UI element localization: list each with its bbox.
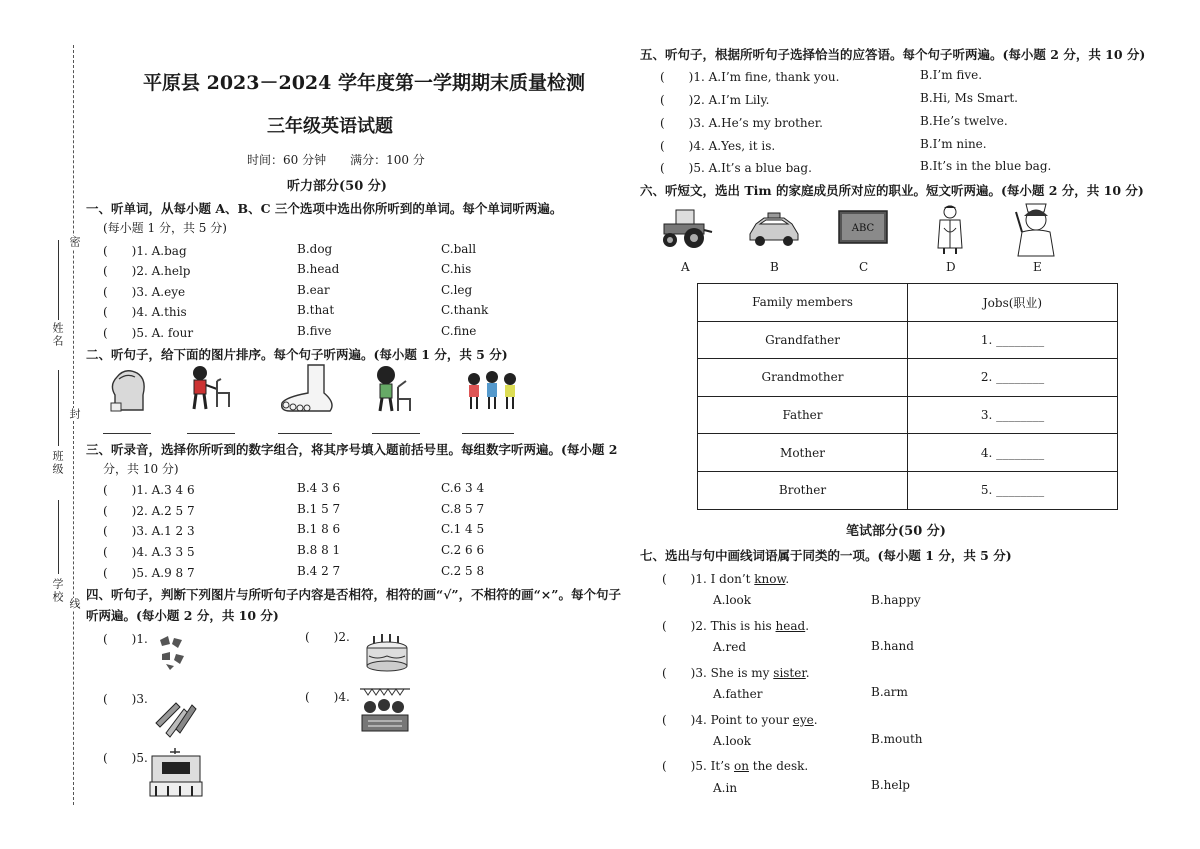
s7-q4-a: A.look	[713, 734, 752, 748]
s3-q5-b: B.4 2 7	[297, 564, 341, 578]
tractor-picture	[658, 206, 714, 250]
section3-note: 分，共 10 分)	[103, 462, 179, 476]
header-family-members: Family members	[698, 284, 908, 322]
pic-label-d: D	[946, 260, 956, 274]
blackboard-text: ABC	[851, 223, 875, 234]
s5-q4-b: B.I’m nine.	[920, 137, 987, 151]
s3-q2-b: B.1 5 7	[297, 502, 341, 516]
section1-note: (每小题 1 分，共 5 分)	[103, 221, 227, 235]
binding-dashed-line	[73, 45, 74, 805]
pic-label-c: C	[859, 260, 869, 274]
s5-q3-b: B.He’s twelve.	[920, 114, 1008, 128]
order-blank-2[interactable]	[187, 433, 235, 434]
s7-q2-b: B.hand	[871, 639, 914, 653]
table-row	[698, 396, 1118, 434]
table-row	[698, 434, 1118, 472]
s3-q2-c: C.8 5 7	[441, 502, 485, 516]
birthday-cake-picture	[362, 628, 412, 672]
s1-q3-c: C.leg	[441, 283, 473, 297]
s3-q4-c: C.2 6 6	[441, 543, 485, 557]
nurse-picture	[1012, 202, 1060, 256]
s7-q3-b: B.arm	[871, 685, 908, 699]
pic-label-e: E	[1033, 260, 1042, 274]
section1-heading: 一、听单词，从每小题 A、B、C 三个选项中选出你所听到的单词。每个单词听两遍。	[86, 201, 563, 216]
s3-q4-a[interactable]: ( )4. A.3 3 5	[103, 545, 195, 559]
job-blank[interactable]: 4. ________	[908, 434, 1118, 472]
s3-q3-c: C.1 4 5	[441, 522, 485, 536]
s3-q3-b: B.1 8 6	[297, 522, 341, 536]
s4-item2[interactable]: ( )2.	[305, 630, 350, 644]
classroom-picture	[148, 744, 204, 800]
s1-q1-c: C.ball	[441, 242, 477, 256]
s3-q5-c: C.2 5 8	[441, 564, 485, 578]
s3-q1-b: B.4 3 6	[297, 481, 341, 495]
order-blank-4[interactable]	[372, 433, 420, 434]
member-cell: Father	[698, 396, 908, 434]
taxi-picture	[746, 212, 802, 248]
s3-q2-a[interactable]: ( )2. A.2 5 7	[103, 504, 195, 518]
pic-label-a: A	[681, 260, 690, 274]
s7-q2[interactable]: ( )2. This is his head.	[662, 619, 810, 633]
table-row	[698, 471, 1118, 509]
s7-q3-a: A.father	[713, 687, 763, 701]
section3-heading: 三、听录音，选择你所听到的数字组合，将其序号填入题前括号里。每组数字听两遍。(每小题 2	[86, 442, 618, 457]
blackboard-picture	[838, 210, 888, 244]
s7-q4[interactable]: ( )4. Point to your eye.	[662, 713, 818, 727]
s1-q2-a[interactable]: ( )2. A.help	[103, 264, 191, 278]
s5-q2-b: B.Hi, Ms Smart.	[920, 91, 1018, 105]
name-label: 姓名	[51, 322, 64, 348]
section4-heading: 四、听句子，判断下列图片与所听句子内容是否相符，相符的画“√”，不相符的画“×”。每个句子	[86, 587, 621, 602]
section6-heading: 六、听短文，选出 Tim 的家庭成员所对应的职业。短文听两遍。(每小题 2 分，共 10 分)	[640, 183, 1144, 198]
s1-q4-a[interactable]: ( )4. A.this	[103, 305, 187, 319]
s7-q5-b: B.help	[871, 778, 910, 792]
girl-with-chair-picture	[372, 363, 420, 415]
pic-label-b: B	[770, 260, 779, 274]
s3-q4-b: B.8 8 1	[297, 543, 341, 557]
hand-picture	[103, 365, 153, 415]
s7-q1[interactable]: ( )1. I don’t know.	[662, 572, 790, 586]
job-blank[interactable]: 3. ________	[908, 396, 1118, 434]
s4-item4[interactable]: ( )4.	[305, 690, 350, 704]
s5-q1-b: B.I’m five.	[920, 68, 983, 82]
s1-q4-c: C.thank	[441, 303, 489, 317]
s4-item5[interactable]: ( )5.	[103, 751, 148, 765]
school-label: 学校	[51, 578, 64, 604]
member-cell: Mother	[698, 434, 908, 472]
name-field[interactable]	[58, 240, 59, 320]
binding-mark-feng: 封	[68, 408, 81, 421]
s7-q2-a: A.red	[713, 640, 746, 654]
s1-q2-b: B.head	[297, 262, 340, 276]
listening-part-heading: 听力部分(50 分)	[287, 179, 387, 194]
table-row	[698, 321, 1118, 359]
s3-q1-c: C.6 3 4	[441, 481, 485, 495]
s7-q1-a: A.look	[713, 593, 752, 607]
order-blank-3[interactable]	[278, 433, 332, 434]
doctor-picture	[930, 204, 970, 254]
binding-mark-mi: 密	[68, 236, 81, 249]
pencils-picture	[152, 695, 198, 737]
member-cell: Brother	[698, 471, 908, 509]
section7-heading: 七、选出与句中画线词语属于同类的一项。(每小题 1 分，共 5 分)	[640, 548, 1012, 563]
s1-q5-b: B.five	[297, 324, 332, 338]
section4-note: 听两遍。(每小题 2 分，共 10 分)	[86, 608, 279, 623]
s1-q1-a[interactable]: ( )1. A.bag	[103, 244, 187, 258]
exam-subtitle: 三年级英语试题	[267, 116, 393, 137]
s5-q5-a[interactable]: ( )5. A.It’s a blue bag.	[660, 161, 812, 175]
s4-item1[interactable]: ( )1.	[103, 632, 148, 646]
s7-q3[interactable]: ( )3. She is my sister.	[662, 666, 810, 680]
party-picture	[358, 685, 412, 735]
order-blank-5[interactable]	[462, 433, 514, 434]
binding-mark-xian: 线	[68, 598, 81, 611]
section2-heading: 二、听句子，给下面的图片排序。每个句子听两遍。(每小题 1 分，共 5 分)	[86, 347, 508, 362]
class-label: 班级	[51, 450, 64, 476]
family-jobs-table	[697, 283, 1118, 510]
s5-q4-a[interactable]: ( )4. A.Yes, it is.	[660, 139, 776, 153]
s7-q1-b: B.happy	[871, 593, 921, 607]
s5-q5-b: B.It’s in the blue bag.	[920, 159, 1052, 173]
s4-item3[interactable]: ( )3.	[103, 692, 148, 706]
s3-q5-a[interactable]: ( )5. A.9 8 7	[103, 566, 195, 580]
order-blank-1[interactable]	[103, 433, 151, 434]
table-row	[698, 359, 1118, 397]
s5-q1-a[interactable]: ( )1. A.I’m fine, thank you.	[660, 70, 840, 84]
s3-q3-a[interactable]: ( )3. A.1 2 3	[103, 524, 195, 538]
job-blank[interactable]: 5. ________	[908, 471, 1118, 509]
s1-q3-a[interactable]: ( )3. A.eye	[103, 285, 186, 299]
school-field[interactable]	[58, 500, 59, 574]
job-blank[interactable]: 1. ________	[908, 321, 1118, 359]
s1-q1-b: B.dog	[297, 242, 333, 256]
s1-q2-c: C.his	[441, 262, 472, 276]
foot-picture	[278, 363, 340, 415]
job-blank[interactable]: 2. ________	[908, 359, 1118, 397]
table-header-row	[698, 284, 1118, 322]
section5-heading: 五、听句子，根据所听句子选择恰当的应答语。每个句子听两遍。(每小题 2 分，共 10 分)	[640, 47, 1146, 62]
clapping-hands-picture	[156, 632, 192, 672]
s7-q4-b: B.mouth	[871, 732, 923, 746]
exam-title: 平原县 2023－2024 学年度第一学期期末质量检测	[143, 72, 585, 94]
s1-q4-b: B.that	[297, 303, 335, 317]
s1-q5-c: C.fine	[441, 324, 477, 338]
written-part-heading: 笔试部分(50 分)	[846, 524, 946, 539]
member-cell: Grandfather	[698, 321, 908, 359]
s1-q3-b: B.ear	[297, 283, 330, 297]
s7-q5[interactable]: ( )5. It’s on the desk.	[662, 759, 809, 773]
s5-q3-a[interactable]: ( )3. A.He’s my brother.	[660, 116, 823, 130]
s5-q2-a[interactable]: ( )2. A.I’m Lily.	[660, 93, 770, 107]
s3-q1-a[interactable]: ( )1. A.3 4 6	[103, 483, 195, 497]
s7-q5-a: A.in	[713, 781, 738, 795]
boy-with-chair-picture	[185, 363, 235, 415]
s1-q5-a[interactable]: ( )5. A. four	[103, 326, 194, 340]
children-group-picture	[462, 365, 522, 415]
class-field[interactable]	[58, 370, 59, 446]
member-cell: Grandmother	[698, 359, 908, 397]
time-info: 时间：60 分钟 满分：100 分	[247, 153, 425, 167]
header-jobs: Jobs(职业)	[908, 284, 1118, 322]
